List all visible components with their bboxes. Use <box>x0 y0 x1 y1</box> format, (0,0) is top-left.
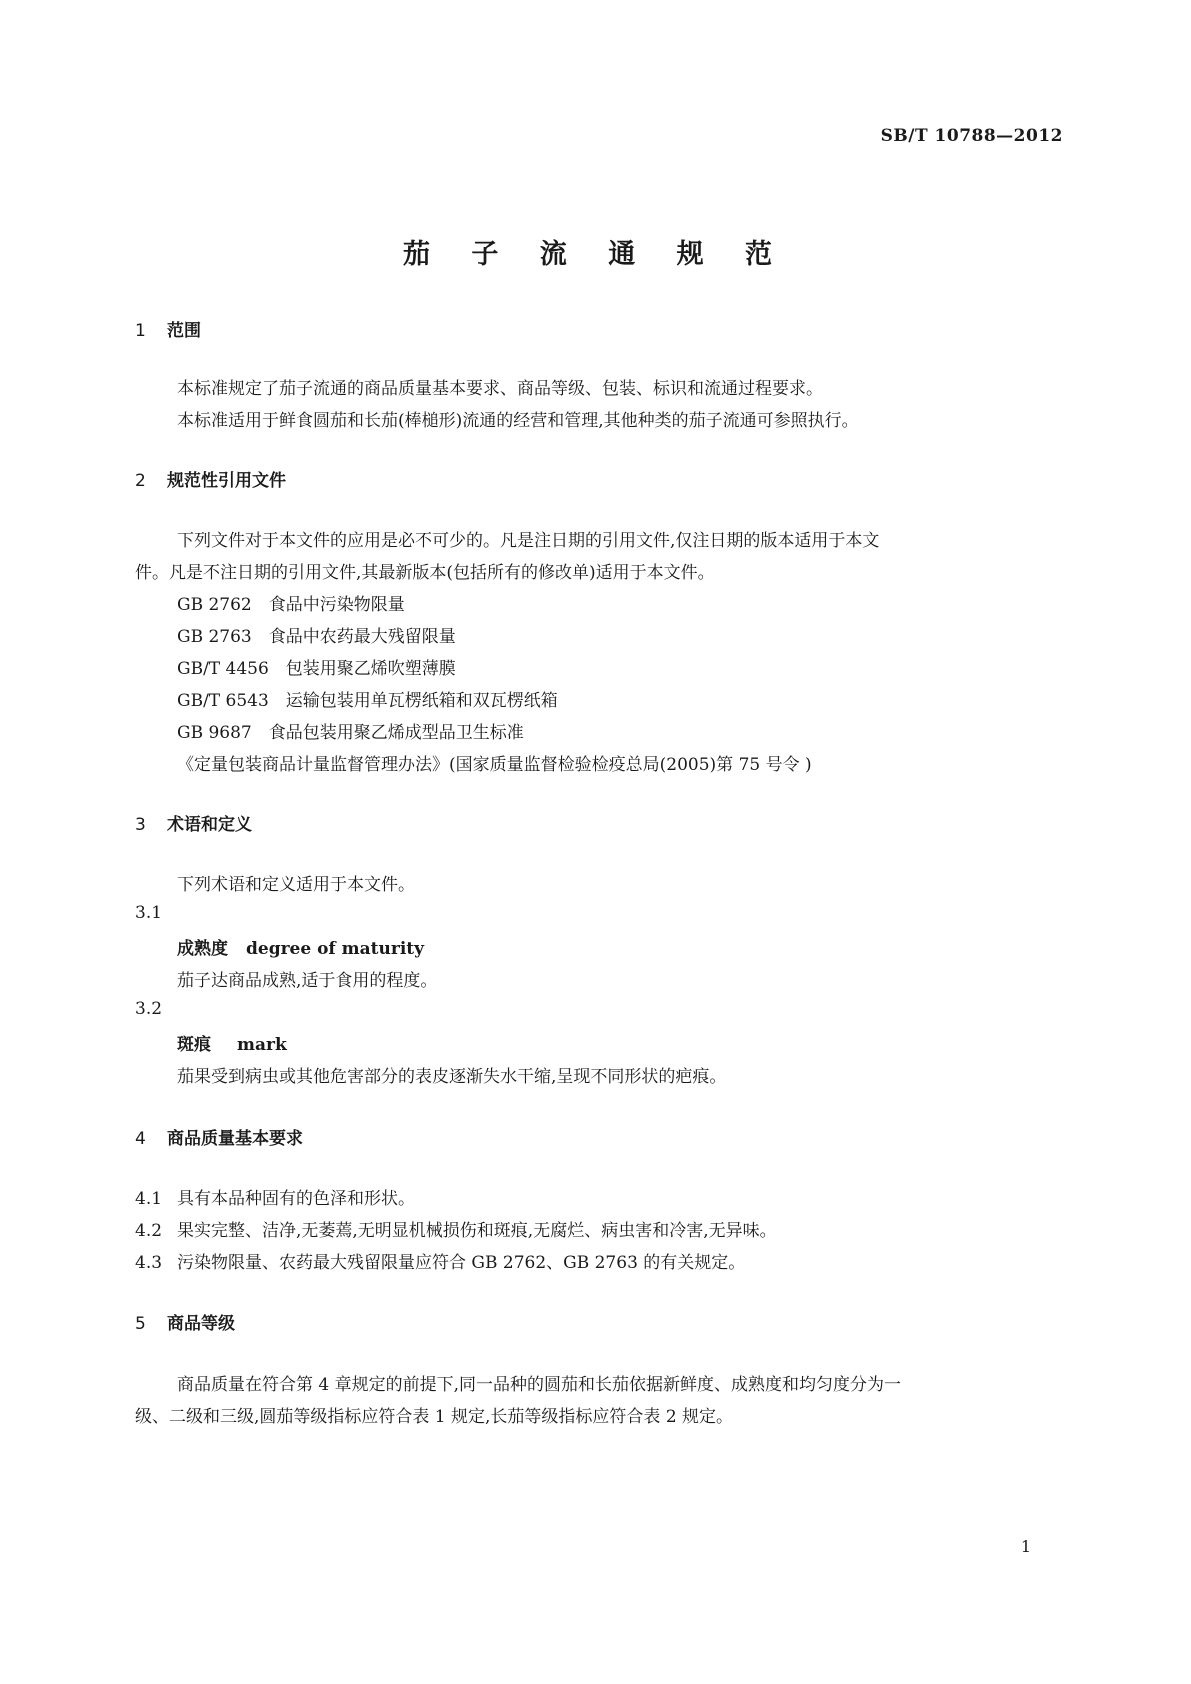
section-1-heading <box>135 316 201 341</box>
term-entry <box>177 934 424 959</box>
section-title: 商品等级 <box>167 1314 235 1334</box>
reference-item: GB/T 4456 包装用聚乙烯吹塑薄膜 <box>177 659 456 679</box>
section-number: 2 <box>135 471 146 491</box>
item-text: 污染物限量、农药最大残留限量应符合 GB 2762、GB 2763 的有关规定。 <box>177 1253 746 1273</box>
term-zh: 成熟度 <box>177 939 228 959</box>
requirement-item <box>135 1184 415 1209</box>
reference-item: 《定量包装商品计量监督管理办法》(国家质量监督检验检疫总局(2005)第 75 号令 ) <box>177 755 812 775</box>
item-number: 4.1 <box>135 1189 163 1209</box>
section-4-heading <box>135 1124 303 1149</box>
term-definition: 茄果受到病虫或其他危害部分的表皮逐渐失水干缩,呈现不同形状的疤痕。 <box>177 1067 727 1087</box>
term-number: 3.1 <box>135 903 163 923</box>
term-number: 3.2 <box>135 999 163 1019</box>
reference-item: GB/T 6543 运输包装用单瓦楞纸箱和双瓦楞纸箱 <box>177 691 558 711</box>
item-number: 4.2 <box>135 1221 163 1241</box>
paragraph-continued: 件。凡是不注日期的引用文件,其最新版本(包括所有的修改单)适用于本文件。 <box>135 563 715 583</box>
item-text: 果实完整、洁净,无萎蔫,无明显机械损伤和斑痕,无腐烂、病虫害和冷害,无异味。 <box>177 1221 777 1241</box>
item-text: 具有本品种固有的色泽和形状。 <box>177 1189 415 1209</box>
paragraph: 下列文件对于本文件的应用是必不可少的。凡是注日期的引用文件,仅注日期的版本适用于本文 <box>177 531 880 551</box>
paragraph: 本标准适用于鲜食圆茄和长茄(棒槌形)流通的经营和管理,其他种类的茄子流通可参照执行。 <box>177 411 859 431</box>
paragraph: 本标准规定了茄子流通的商品质量基本要求、商品等级、包装、标识和流通过程要求。 <box>177 379 823 399</box>
section-2-heading <box>135 466 286 491</box>
reference-item: GB 9687 食品包装用聚乙烯成型品卫生标准 <box>177 723 524 743</box>
section-3-heading <box>135 810 252 835</box>
section-title: 规范性引用文件 <box>167 471 286 491</box>
paragraph: 下列术语和定义适用于本文件。 <box>177 875 415 895</box>
term-en: mark <box>237 1035 287 1055</box>
term-en: degree of maturity <box>246 939 425 959</box>
section-number: 1 <box>135 321 146 341</box>
paragraph-continued: 级、二级和三级,圆茄等级指标应符合表 1 规定,长茄等级指标应符合表 2 规定。 <box>135 1407 734 1427</box>
term-entry <box>177 1030 287 1055</box>
requirement-item <box>135 1216 777 1241</box>
section-title: 范围 <box>167 321 201 341</box>
term-zh: 斑痕 <box>177 1035 211 1055</box>
document-title: 茄 子 流 通 规 范 <box>403 239 788 270</box>
requirement-item <box>135 1248 745 1273</box>
section-number: 5 <box>135 1314 146 1334</box>
item-number: 4.3 <box>135 1253 163 1273</box>
paragraph: 商品质量在符合第 4 章规定的前提下,同一品种的圆茄和长茄依据新鲜度、成熟度和均匀度分为一 <box>177 1375 902 1395</box>
section-number: 3 <box>135 815 146 835</box>
section-number: 4 <box>135 1129 146 1149</box>
standard-code: SB/T 10788—2012 <box>880 126 1063 146</box>
section-5-heading <box>135 1309 235 1334</box>
page-number: 1 <box>1020 1537 1031 1556</box>
reference-item: GB 2763 食品中农药最大残留限量 <box>177 627 456 647</box>
reference-item: GB 2762 食品中污染物限量 <box>177 595 405 615</box>
section-title: 商品质量基本要求 <box>167 1129 303 1149</box>
section-title: 术语和定义 <box>167 815 252 835</box>
term-definition: 茄子达商品成熟,适于食用的程度。 <box>177 971 438 991</box>
